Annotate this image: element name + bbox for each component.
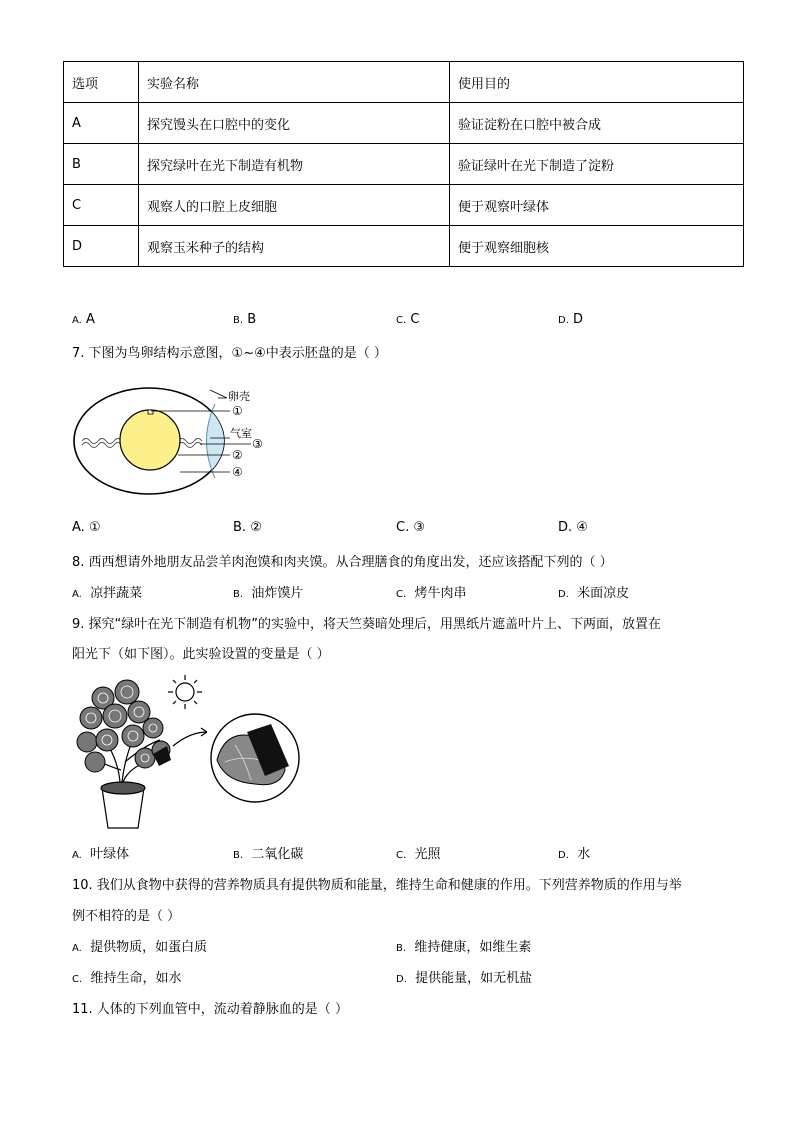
leader-line xyxy=(210,390,227,398)
q6-option-a[interactable]: A. A xyxy=(72,312,95,327)
table-cell: D xyxy=(64,226,139,267)
table-cell: 观察人的口腔上皮细胞 xyxy=(139,185,450,226)
q6-option-b[interactable]: B. B xyxy=(233,312,257,327)
q6-option-d[interactable]: D. D xyxy=(558,312,584,327)
geranium-experiment-illustration xyxy=(75,670,305,832)
q8-option-a[interactable]: A. 凉拌蔬菜 xyxy=(72,586,143,601)
q6-option-c[interactable]: C. C xyxy=(396,312,420,327)
q8-option-b[interactable]: B. 油炸馍片 xyxy=(233,586,304,601)
table-row xyxy=(64,226,744,267)
q8-stem: 8. 西西想请外地朋友品尝羊肉泡馍和肉夹馍。从合理膳食的角度出发，还应该搭配下列的（ ） xyxy=(72,555,613,570)
arrow-icon xyxy=(173,728,207,746)
q9-option-b[interactable]: B. 二氧化碳 xyxy=(233,847,304,862)
table-header-row xyxy=(64,62,744,103)
q10-option-c[interactable]: C. 维持生命，如水 xyxy=(72,971,182,986)
q10-option-b[interactable]: B. 维持健康，如维生素 xyxy=(396,940,532,955)
q7-option-a[interactable]: A. ① xyxy=(72,520,101,535)
q9-stem-line1: 9. 探究“绿叶在光下制造有机物”的实验中，将天竺葵暗处理后，用黑纸片遮盖叶片上、下两面，放置在 xyxy=(72,617,662,632)
q7-option-c[interactable]: C. ③ xyxy=(396,520,426,535)
q9-option-d[interactable]: D. 水 xyxy=(558,847,591,862)
q9-option-a[interactable]: A. 叶绿体 xyxy=(72,847,130,862)
label-4: ④ xyxy=(232,465,243,479)
table-cell: 验证绿叶在光下制造了淀粉 xyxy=(450,144,744,185)
label-2: ② xyxy=(232,448,243,462)
table-header: 使用目的 xyxy=(450,62,744,103)
experiment-table xyxy=(63,61,744,267)
table-row xyxy=(64,185,744,226)
q7-option-b[interactable]: B. ② xyxy=(233,520,262,535)
table-cell: A xyxy=(64,103,139,144)
table-cell: 验证淀粉在口腔中被合成 xyxy=(450,103,744,144)
q8-option-d[interactable]: D. 米面凉皮 xyxy=(558,586,630,601)
flower-pot xyxy=(101,782,145,828)
table-cell: 观察玉米种子的结构 xyxy=(139,226,450,267)
table-cell: 探究馒头在口腔中的变化 xyxy=(139,103,450,144)
table-header: 选项 xyxy=(64,62,139,103)
q10-option-a[interactable]: A. 提供物质，如蛋白质 xyxy=(72,940,208,955)
label-1: ① xyxy=(232,404,243,418)
q10-stem-line2: 例不相符的是（ ） xyxy=(72,909,181,924)
q7-stem: 7. 下图为鸟卵结构示意图，①~④中表示胚盘的是（ ） xyxy=(72,346,387,361)
table-cell: 便于观察叶绿体 xyxy=(450,185,744,226)
sun-icon xyxy=(168,675,202,709)
label-shell: 卵壳 xyxy=(228,390,250,403)
q11-stem: 11. 人体的下列血管中，流动着静脉血的是（ ） xyxy=(72,1002,348,1017)
table-cell: 探究绿叶在光下制造有机物 xyxy=(139,144,450,185)
table-header: 实验名称 xyxy=(139,62,450,103)
bird-egg-diagram xyxy=(70,384,280,498)
q10-option-d[interactable]: D. 提供能量，如无机盐 xyxy=(396,971,533,986)
table-cell: 便于观察细胞核 xyxy=(450,226,744,267)
table-row xyxy=(64,103,744,144)
q9-option-c[interactable]: C. 光照 xyxy=(396,847,441,862)
label-3: ③ xyxy=(252,437,263,451)
table-cell: C xyxy=(64,185,139,226)
table-cell: B xyxy=(64,144,139,185)
q8-option-c[interactable]: C. 烤牛肉串 xyxy=(396,586,467,601)
q9-stem-line2: 阳光下（如下图）。此实验设置的变量是（ ） xyxy=(72,647,330,662)
yolk xyxy=(120,410,180,470)
table-row xyxy=(64,144,744,185)
q10-stem-line1: 10. 我们从食物中获得的营养物质具有提供物质和能量，维持生命和健康的作用。下列营养物质的作用与举 xyxy=(72,878,682,893)
q7-option-d[interactable]: D. ④ xyxy=(558,520,588,535)
label-air-cell: 气室 xyxy=(230,427,252,440)
